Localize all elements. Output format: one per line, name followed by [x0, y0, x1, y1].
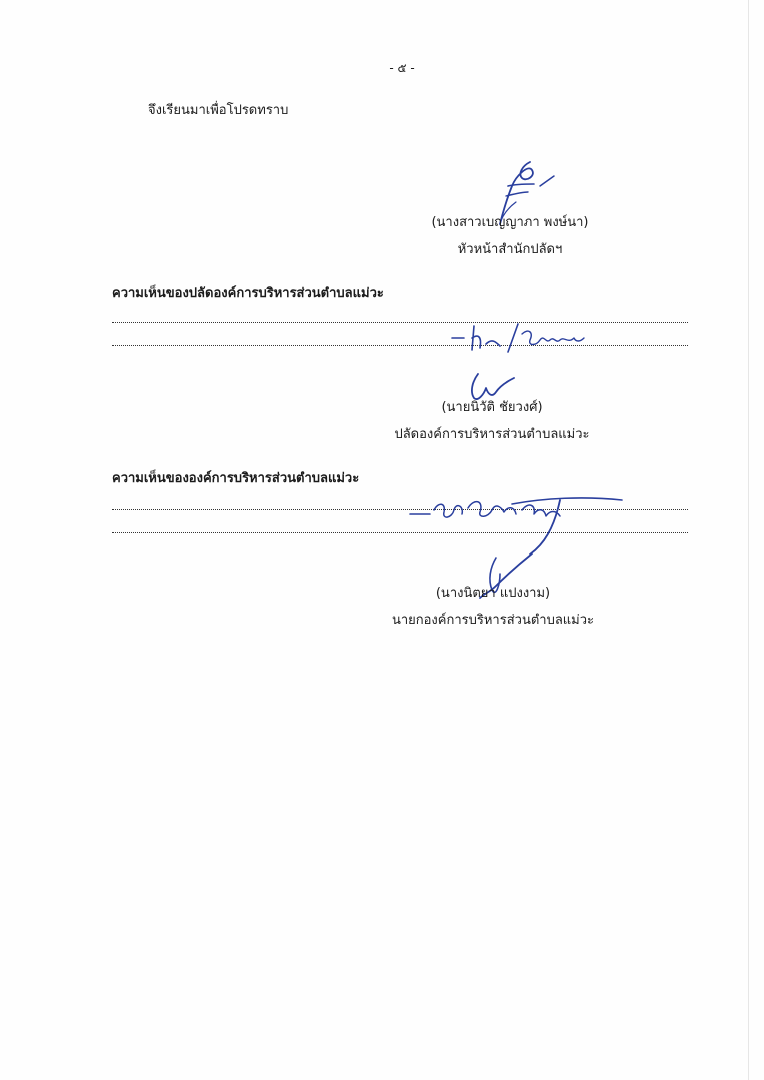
- signatory-position-deputy: ปลัดองค์การบริหารส่วนตำบลแม่วะ: [394, 427, 590, 442]
- handwritten-note-deputy: [448, 320, 588, 356]
- signatory-name-head-office: (นางสาวเบญญาภา พงษ์นา): [431, 215, 589, 230]
- page-number: - ๕ -: [389, 61, 415, 75]
- signatory-position-head-office: หัวหน้าสำนักปลัดฯ: [457, 242, 563, 257]
- signatory-name-mayor: (นางนิตยา แปงงาม): [435, 586, 551, 601]
- dotted-line: [112, 345, 688, 346]
- signature-deputy: [464, 368, 524, 404]
- dotted-line: [112, 322, 688, 323]
- section-heading-org-opinion: ความเห็นขององค์การบริหารส่วนตำบลแม่วะ: [112, 471, 360, 486]
- page-edge: [748, 0, 749, 1080]
- signatory-name-deputy: (นายนิวัติ ชัยวงศ์): [441, 400, 543, 415]
- section-heading-deputy-opinion: ความเห็นของปลัดองค์การบริหารส่วนตำบลแม่วะ: [112, 286, 384, 301]
- signatory-position-mayor: นายกองค์การบริหารส่วนตำบลแม่วะ: [391, 613, 595, 628]
- closing-line: จึงเรียนมาเพื่อโปรดทราบ: [148, 103, 289, 118]
